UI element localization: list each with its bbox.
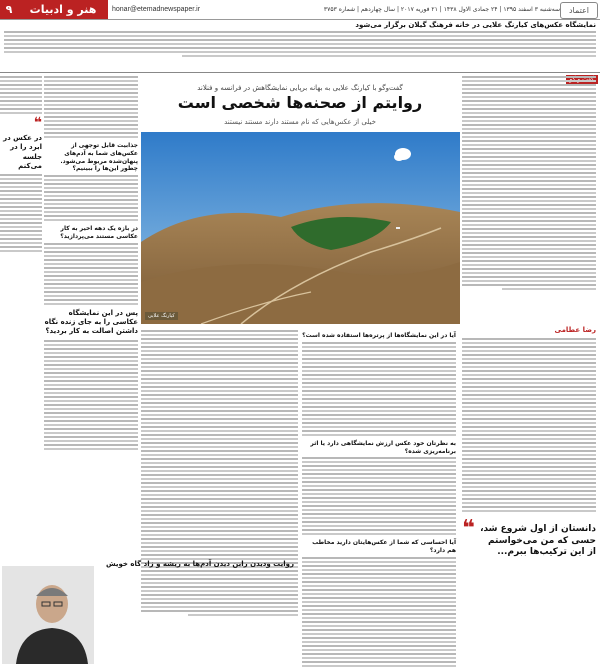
article-kicker: گفت‌وگو با کیارنگ علایی به بهانه برپایی نمایشگاهش در فرانسه و فنلاند <box>197 84 403 92</box>
article-subhead: خیلی از عکس‌هایی که نام مستند دارند مستند نیستند <box>224 118 376 126</box>
page-header <box>0 0 600 20</box>
newspaper-logo: اعتماد <box>560 2 598 19</box>
column-mid-left <box>141 328 298 664</box>
question-heading: به نظرتان خود عکس ارزش نمایشگاهی دارد یا اثر برنامه‌ریزی شده؟ <box>310 439 456 455</box>
news-strip <box>4 21 596 69</box>
section-email: honar@etemadnewspaper.ir <box>112 6 201 13</box>
strip-body <box>4 31 596 57</box>
column-right <box>462 74 596 664</box>
divider <box>0 72 600 73</box>
pull-quote: دانستان از اول شروع شد، حسی که من می‌خواستم از این ترکیب‌ها ببرم... <box>480 524 596 558</box>
sidebar-pull-quote: در عکس در ابرد را در جلسه‌ می‌کنم <box>3 134 42 171</box>
question-heading: جذابیت قابل توجهی از عکس‌های شما به آدم‌های پنهان‌شده مربوط می‌شود. چطور این‌ها را ببینیم؟ <box>60 142 138 173</box>
article-author: رضا عطامی <box>554 326 596 334</box>
landscape-photo-icon <box>141 132 460 324</box>
box-title: روایت ودیدن رابن دیدن آدم‌ها به ریشه و زاد گاه خویش <box>105 560 294 568</box>
column-mid-right <box>302 328 456 664</box>
strip-headline: نمایشگاه عکس‌های کیارنگ علایی در خانه فرهنگ گیلان برگزار می‌شود <box>355 21 596 29</box>
section-title: هنر و ادبیات <box>18 0 108 19</box>
portrait-photo <box>2 566 94 664</box>
photo-credit: کیارنگ علایی <box>145 312 178 320</box>
article-photo <box>141 132 460 324</box>
intro-text <box>462 76 596 324</box>
quote-mark-icon: ❝ <box>462 516 475 541</box>
question-heading: آیا در این نمایشگاه‌ها از پرتره‌ها استفاده شده است؟ <box>302 332 456 339</box>
column-far-left <box>0 74 42 374</box>
dateline: سه‌شنبه ۳ اسفند ۱۳۹۵ | ۲۴ جمادی الاول ۱۴۳۸ | ۲۱ فوریه ۲۰۱۷ | سال چهاردهم | شماره ۳۷۵۳ <box>323 6 560 13</box>
quote-mark-icon: ❝ <box>33 115 42 131</box>
article-headline: روایتم از صحنه‌ها شخصی است <box>177 93 423 112</box>
question-heading: در بازه یک دهه اخیر به کار عکاسی مستند می‌پردازید؟ <box>60 225 138 240</box>
pull-quote-left: پس در این نمایشگاه عکاسی را به جای زنده نگاه داشتن اصالت به کار بردید؟ <box>44 308 138 335</box>
person-portrait-icon <box>2 566 94 664</box>
page-number: ۹ <box>0 0 18 19</box>
question-heading: آیا احساسی که شما از عکس‌هایتان دارید مخاطب هم دارد؟ <box>312 539 456 555</box>
body-text-right <box>462 338 596 512</box>
